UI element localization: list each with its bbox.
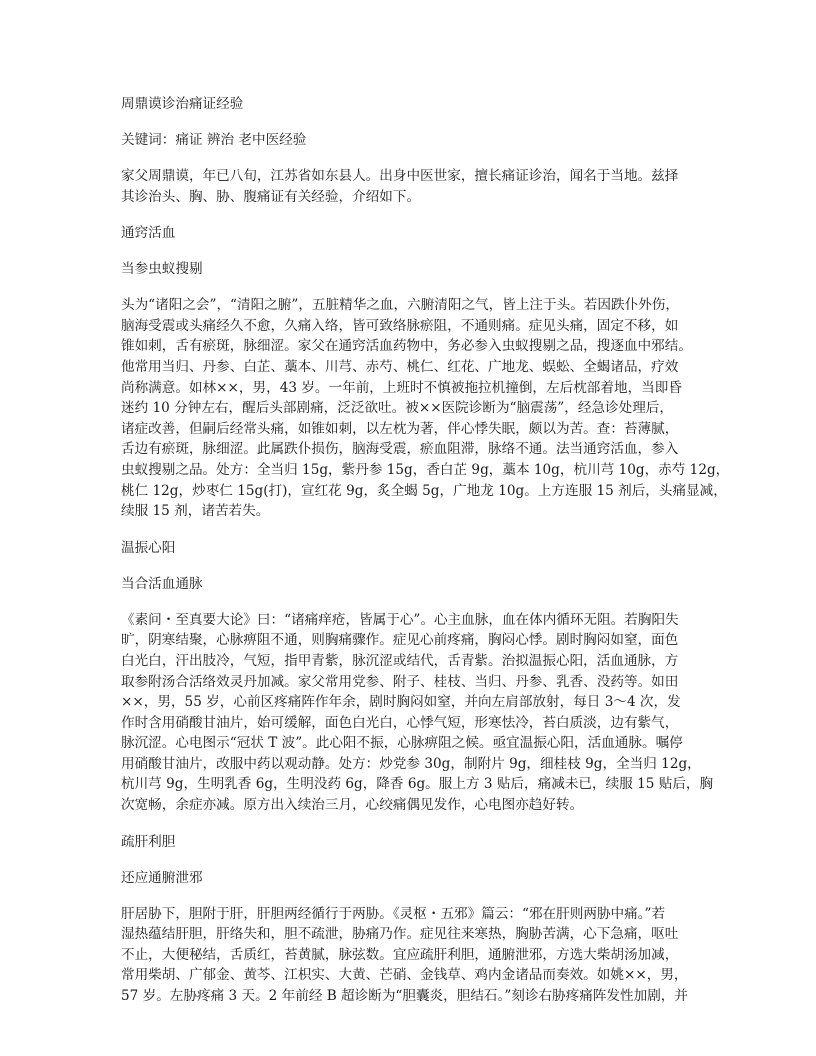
text-line: 57 岁。左胁疼痛 3 天。2 年前经 B 超诊断为“胆囊炎，胆结石。”刻诊右胁疼痛阵发性加剧，并 xyxy=(121,988,688,1005)
section-body xyxy=(121,610,714,816)
text-line: 续服 15 剂，诸苦若失。 xyxy=(121,503,270,520)
text-line: 脑海受震或头痛经久不愈，久痛入络，皆可致络脉瘀阻，不通则痛。症见头痛，固定不移，如 xyxy=(121,317,679,334)
text-line: 桃仁 12g，炒枣仁 15g(打)，宣红花 9g，炙全蝎 5g，广地龙 10g。上方连服 15 剂后，头痛显减， xyxy=(121,482,727,499)
section-body xyxy=(121,295,730,522)
text-line: 湿热蕴结肝胆，肝络失和，胆不疏泄，胁痛乃作。症见往来寒热，胸胁苦满，心下急痛，呕吐 xyxy=(121,926,679,943)
text-line: 不止，大便秘结，舌质红，苔黄腻，脉弦数。宜应疏肝利胆，通腑泄邪，方选大柴胡汤加减， xyxy=(121,946,679,963)
text-line: 尚称满意。如林××，男，43 岁。一年前，上班时不慎被拖拉机撞倒，左后枕部着地，当即昏 xyxy=(121,379,682,396)
document-title: 周鼎谟诊治痛证经验 xyxy=(121,96,244,112)
text-line: 次宽畅，余症亦减。原方出入续治三月，心绞痛偶见发作，心电图亦趋好转。 xyxy=(121,797,584,814)
section-body xyxy=(121,904,701,1007)
text-line: 旷，阴寒结聚，心脉痹阻不通，则胸痛骤作。症见心前疼痛，胸闷心悸。剧时胸闷如窒，面色 xyxy=(121,632,679,649)
text-line: 虫蚁搜剔之品。处方：全当归 15g，紫丹参 15g，香白芷 9g，藁本 10g，杭川芎 10g，赤芍 12g， xyxy=(121,461,730,478)
text-line: 肝居胁下，胆附于肝，肝胆两经循行于两胁。《灵枢・五邪》篇云：“邪在肝则两胁中痛。”若 xyxy=(121,905,666,922)
text-line: 舌边有瘀斑，脉细涩。此属跌仆损伤，脑海受震，瘀血阻滞，脉络不通。法当通窍活血，参入 xyxy=(121,441,679,458)
text-line: 白光白，汗出肢冷，气短，指甲青紫，脉沉涩或结代，舌青紫。治拟温振心阳，活血通脉，方 xyxy=(121,652,679,669)
text-line: 迷约 10 分钟左右，醒后头部剧痛，泛泛欲吐。被××医院诊断为“脑震荡”，经急诊处理后， xyxy=(121,400,673,417)
keywords-line: 关键词：痛证 辨治 老中医经验 xyxy=(121,132,307,148)
section-subheading: 还应通腑泄邪 xyxy=(121,869,203,886)
section-heading: 疏肝利胆 xyxy=(121,833,176,850)
text-line: 家父周鼎谟，年已八旬，江苏省如东县人。出身中医世家，擅长痛证诊治，闻名于当地。兹择 xyxy=(121,168,679,184)
section-heading: 温振心阳 xyxy=(121,539,176,556)
text-line: 脉沉涩。心电图示“冠状 T 波”。此心阳不振，心脉痹阻之候。亟宜温振心阳，活血通脉。嘱停 xyxy=(121,735,683,752)
text-line: 作时含用硝酸甘油片，始可缓解，面色白光白，心悸气短，形寒怯冷，苔白质淡，边有紫气， xyxy=(121,714,679,731)
document-page xyxy=(121,94,730,1023)
intro-paragraph xyxy=(121,166,701,207)
section-heading: 通窍活血 xyxy=(121,225,176,242)
text-line: 锥如刺，舌有瘀斑，脉细涩。家父在通窍活血药物中，务必参入虫蚁搜剔之品，搜逐血中邪结。 xyxy=(121,338,692,355)
section-subheading: 当合活血通脉 xyxy=(121,575,203,592)
text-line: 诸症改善，但嗣后经常头痛，如锥如刺，以左枕为著，伴心悸失眠，颇以为苦。查：苔薄腻， xyxy=(121,420,679,437)
text-line: 取参附汤合活络效灵丹加减。家父常用党参、附子、桂枝、当归、丹参、乳香、没药等。如田 xyxy=(121,673,679,690)
text-line: 常用柴胡、广郁金、黄芩、江枳实、大黄、芒硝、金钱草、鸡内金诸品而奏效。如姚××，男， xyxy=(121,967,688,984)
text-line: 他常用当归、丹参、白芷、藁本、川芎、赤芍、桃仁、红花、广地龙、蜈蚣、全蝎诸品，疗效 xyxy=(121,358,679,375)
text-line: 杭川芎 9g，生明乳香 6g，生明没药 6g，降香 6g。服上方 3 贴后，痛减未已，续服 15 贴后，胸 xyxy=(121,776,714,793)
text-line: 头为“诸阳之会”，“清阳之腑”，五脏精华之血，六腑清阳之气，皆上注于头。若因跌仆外伤， xyxy=(121,297,679,314)
text-line: 其诊治头、胸、胁、腹痛证有关经验，介绍如下。 xyxy=(121,188,421,205)
text-line: 《素问・至真要大论》曰：“诸痛痒疮，皆属于心”。心主血脉，血在体内循环无阻。若胸阳失 xyxy=(121,611,679,628)
text-line: ××，男，55 岁，心前区疼痛阵作年余，剧时胸闷如窒，并向左肩部放射，每日 3～4 次，发 xyxy=(121,694,681,711)
text-line: 用硝酸甘油片，改服中药以观动静。处方：炒党参 30g，制附片 9g，细桂枝 9g，全当归 12g， xyxy=(121,755,701,772)
section-subheading: 当参虫蚁搜剔 xyxy=(121,261,203,278)
